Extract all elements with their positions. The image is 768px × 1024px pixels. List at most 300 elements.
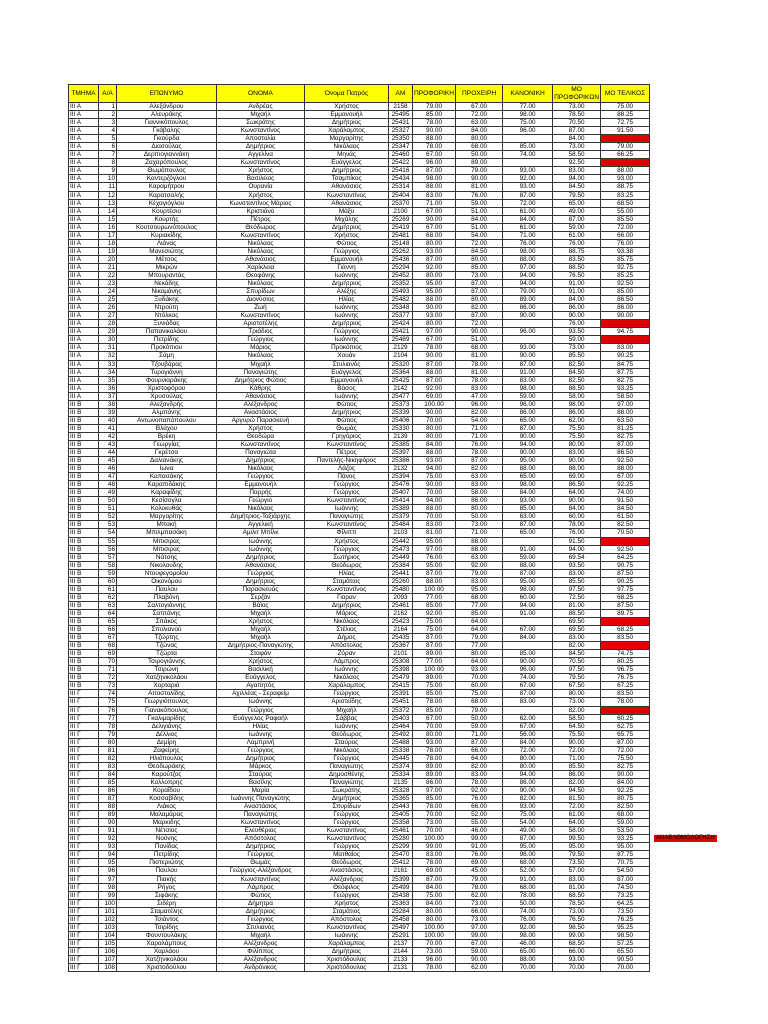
cell-mo-telikos: 34.75 <box>601 618 650 626</box>
cell-proforiki: 73.00 <box>413 819 456 827</box>
cell-proxeiri: 77.00 <box>456 642 503 650</box>
header-proxeiri: ΠΡΟΧΕΙΡΗ <box>456 85 503 103</box>
cell-mo-telikos: 73.50 <box>601 907 650 915</box>
cell-mo-proforikon: 83.50 <box>553 255 601 263</box>
cell-tmima: ΙΙΙ Α <box>69 263 99 271</box>
cell-eponymo: Νικομάνης <box>117 288 217 296</box>
cell-onoma: Ουρανία <box>217 183 305 191</box>
cell-eponymo: Νάτσης <box>117 553 217 561</box>
cell-proforiki: 87.00 <box>413 569 456 577</box>
cell-kanoniki: 84.00 <box>503 738 553 746</box>
cell-proforiki: 78.00 <box>413 859 456 867</box>
cell-am: 25370 <box>389 199 413 207</box>
cell-proxeiri: 67.00 <box>456 103 503 111</box>
cell-mo-telikos: 67.00 <box>601 473 650 481</box>
cell-aa: 55 <box>99 537 117 545</box>
cell-kanoniki: 83.00 <box>503 376 553 384</box>
cell-mo-proforikon: 90.00 <box>553 738 601 746</box>
cell-aa: 88 <box>99 803 117 811</box>
cell-eponymo: Καρατσαλής <box>117 191 217 199</box>
header-mo-proforikon: ΜΟ ΠΡΟΦΟΡΙΚΩΝ <box>554 86 600 101</box>
cell-am: 25493 <box>389 288 413 296</box>
cell-aa: 17 <box>99 231 117 239</box>
cell-aa: 73 <box>99 682 117 690</box>
cell-aa: 44 <box>99 449 117 457</box>
table-row <box>69 111 650 119</box>
cell-proforiki: 93.00 <box>413 738 456 746</box>
cell-aa: 1 <box>99 103 117 111</box>
cell-mo-telikos: 96.75 <box>601 666 650 674</box>
cell-proxeiri: 79.00 <box>456 167 503 175</box>
cell-tmima: ΙΙΙ Β <box>69 481 99 489</box>
cell-proxeiri: 82.00 <box>456 408 503 416</box>
cell-mo-telikos: 65.75 <box>601 730 650 738</box>
cell-kanoniki: 74.00 <box>503 151 553 159</box>
table-row <box>69 899 650 907</box>
cell-am: 25423 <box>389 618 413 626</box>
cell-eponymo: Ηλιόπουλος <box>117 754 217 762</box>
cell-patronymo: Θεόδωρος <box>305 859 389 867</box>
cell-am: 25458 <box>389 915 413 923</box>
cell-mo-proforikon: 93.50 <box>553 561 601 569</box>
cell-proforiki: 89.00 <box>413 770 456 778</box>
cell-onoma: Βάϊος <box>217 601 305 609</box>
cell-proxeiri: 63.00 <box>456 473 503 481</box>
cell-patronymo: Χαράλαμπος <box>305 127 389 135</box>
cell-tmima: ΙΙΙ Α <box>69 127 99 135</box>
cell-eponymo: Δελιγιάνης <box>117 722 217 730</box>
cell-proforiki: 80.00 <box>413 432 456 440</box>
cell-onoma: Γεώργιος <box>217 915 305 923</box>
cell-mo-proforikon: 86.00 <box>553 770 601 778</box>
cell-patronymo: Μιχάλης <box>305 215 389 223</box>
cell-am: 25479 <box>389 674 413 682</box>
cell-mo-telikos: 92.25 <box>601 786 650 794</box>
cell-mo-telikos: 82.75 <box>601 376 650 384</box>
cell-patronymo: Δημήτριος <box>305 601 389 609</box>
cell-tmima: ΙΙΙ Γ <box>69 891 99 899</box>
cell-eponymo: Μπακή <box>117 521 217 529</box>
cell-proxeiri: 66.00 <box>456 907 503 915</box>
cell-proforiki: 100.00 <box>413 666 456 674</box>
cell-proxeiri: 59.00 <box>456 722 503 730</box>
cell-onoma: Μιχαήλ <box>217 609 305 617</box>
cell-patronymo: Δημήτριος <box>305 280 389 288</box>
cell-aa: 33 <box>99 360 117 368</box>
cell-eponymo: Παπανικολάου <box>117 328 217 336</box>
cell-onoma: Κριστιάνο <box>217 207 305 215</box>
cell-proforiki: 92.00 <box>413 384 456 392</box>
cell-tmima: ΙΙΙ Β <box>69 634 99 642</box>
cell-am: 25470 <box>389 851 413 859</box>
cell-am: 25314 <box>389 183 413 191</box>
cell-eponymo: Σάμη <box>117 352 217 360</box>
cell-eponymo: Καραφίδης <box>117 489 217 497</box>
cell-mo-telikos: 83.50 <box>601 634 650 642</box>
cell-proxeiri: 79.00 <box>456 706 503 714</box>
cell-tmima: ΙΙΙ Α <box>69 167 99 175</box>
cell-eponymo: Πιστεριώτης <box>117 859 217 867</box>
cell-proforiki: 80.00 <box>413 239 456 247</box>
cell-patronymo: Δημήτριος <box>305 223 389 231</box>
cell-onoma: Σταύρος <box>217 770 305 778</box>
cell-proxeiri: 71.00 <box>456 432 503 440</box>
cell-proforiki: 88.00 <box>413 368 456 376</box>
cell-mo-proforikon: 85.50 <box>553 762 601 770</box>
table-row <box>69 537 650 545</box>
cell-patronymo: Αθανάσιος <box>305 183 389 191</box>
cell-proforiki: 83.00 <box>413 851 456 859</box>
cell-aa: 53 <box>99 521 117 529</box>
table-row <box>69 328 650 336</box>
cell-mo-telikos: 63.50 <box>601 416 650 424</box>
cell-proxeiri: 76.00 <box>456 191 503 199</box>
cell-eponymo: Νούνης <box>117 835 217 843</box>
cell-am: 25461 <box>389 827 413 835</box>
cell-mo-proforikon: 78.00 <box>553 521 601 529</box>
cell-proxeiri: 87.00 <box>456 288 503 296</box>
cell-onoma: Νικόλαος <box>217 465 305 473</box>
cell-patronymo: Δημήτριος <box>305 947 389 955</box>
cell-mo-proforikon: 73.00 <box>553 103 601 111</box>
cell-aa: 6 <box>99 143 117 151</box>
header-patronymo: Όνομα Πατρός <box>305 85 389 103</box>
cell-kanoniki: 95.00 <box>503 577 553 585</box>
cell-aa: 24 <box>99 288 117 296</box>
cell-proforiki: 68.00 <box>413 231 456 239</box>
cell-proxeiri: 66.00 <box>456 803 503 811</box>
cell-aa: 22 <box>99 271 117 279</box>
cell-aa: 98 <box>99 883 117 891</box>
cell-kanoniki: 93.00 <box>503 344 553 352</box>
cell-kanoniki: 80.00 <box>503 762 553 770</box>
cell-eponymo: Σαπτάνης <box>117 609 217 617</box>
cell-onoma: Σερζάν <box>217 593 305 601</box>
cell-kanoniki: 90.00 <box>503 786 553 794</box>
cell-am: 25403 <box>389 714 413 722</box>
cell-proxeiri: 50.00 <box>456 714 503 722</box>
cell-tmima: ΙΙΙ Γ <box>69 730 99 738</box>
cell-proxeiri: 78.00 <box>456 376 503 384</box>
cell-mo-proforikon: 88.50 <box>553 384 601 392</box>
cell-proxeiri: 79.00 <box>456 569 503 577</box>
table-row <box>69 907 650 915</box>
cell-tmima: ΙΙΙ Α <box>69 119 99 127</box>
cell-aa: 42 <box>99 432 117 440</box>
cell-kanoniki: 67.00 <box>503 682 553 690</box>
cell-proforiki: 75.00 <box>413 618 456 626</box>
cell-onoma: Ανδρέας <box>217 103 305 111</box>
cell-onoma: Βασιλική <box>217 666 305 674</box>
cell-eponymo: Δέλλιος <box>117 730 217 738</box>
cell-proxeiri: 67.00 <box>456 939 503 947</box>
cell-kanoniki: 84.00 <box>503 215 553 223</box>
cell-mo-proforikon: 59.00 <box>553 336 601 344</box>
cell-mo-telikos: 82.75 <box>601 432 650 440</box>
cell-tmima: ΙΙΙ Β <box>69 529 99 537</box>
cell-aa: 48 <box>99 481 117 489</box>
table-row <box>69 553 650 561</box>
cell-proxeiri: 83.00 <box>456 577 503 585</box>
cell-kanoniki: 86.00 <box>503 304 553 312</box>
cell-kanoniki: 87.00 <box>503 521 553 529</box>
cell-patronymo: Νικόλαος <box>305 674 389 682</box>
cell-kanoniki: 86.00 <box>503 778 553 786</box>
cell-mo-telikos: 76.25 <box>601 915 650 923</box>
cell-kanoniki: 88.00 <box>503 955 553 963</box>
cell-tmima: ΙΙΙ Γ <box>69 795 99 803</box>
cell-eponymo: Σταματέλης <box>117 907 217 915</box>
cell-onoma: Αλέξανδρος <box>217 939 305 947</box>
cell-proxeiri: 83.00 <box>456 770 503 778</box>
cell-patronymo: Χρήστος <box>305 231 389 239</box>
cell-proforiki: 83.00 <box>413 521 456 529</box>
cell-mo-proforikon: 61.00 <box>553 811 601 819</box>
cell-mo-telikos: 85.75 <box>601 255 650 263</box>
cell-tmima: ΙΙΙ Β <box>69 408 99 416</box>
cell-aa: 36 <box>99 384 117 392</box>
cell-patronymo: Χουάν <box>305 352 389 360</box>
cell-kanoniki: 87.00 <box>503 360 553 368</box>
cell-tmima: ΙΙΙ Β <box>69 682 99 690</box>
cell-proxeiri: 80.00 <box>456 255 503 263</box>
cell-proforiki: 70.00 <box>413 489 456 497</box>
cell-am: 25308 <box>389 658 413 666</box>
cell-aa: 16 <box>99 223 117 231</box>
cell-mo-telikos: 88.00 <box>601 408 650 416</box>
cell-proxeiri: 59.00 <box>456 199 503 207</box>
cell-am: 2101 <box>389 650 413 658</box>
cell-patronymo: Χαράλαμπος <box>305 939 389 947</box>
cell-am: 2131 <box>389 964 413 972</box>
cell-tmima: ΙΙΙ Β <box>69 545 99 553</box>
cell-patronymo: Γεώργιος <box>305 891 389 899</box>
cell-mo-proforikon: 69.50 <box>553 626 601 634</box>
cell-eponymo: Καπασάκης <box>117 473 217 481</box>
cell-am: 25148 <box>389 239 413 247</box>
cell-proforiki: 78.00 <box>413 964 456 972</box>
cell-am: 2162 <box>389 609 413 617</box>
cell-aa: 91 <box>99 827 117 835</box>
cell-tmima: ΙΙΙ Α <box>69 231 99 239</box>
cell-proxeiri: 85.00 <box>456 609 503 617</box>
table-row <box>69 127 650 135</box>
cell-kanoniki: 50.00 <box>503 899 553 907</box>
cell-eponymo: Μαλαμάρας <box>117 811 217 819</box>
cell-proxeiri: 78.00 <box>456 449 503 457</box>
table-row <box>69 569 650 577</box>
cell-mo-telikos: 53.50 <box>601 827 650 835</box>
table-row <box>69 529 650 537</box>
cell-aa: 65 <box>99 618 117 626</box>
cell-tmima: ΙΙΙ Γ <box>69 714 99 722</box>
table-row <box>69 360 650 368</box>
cell-kanoniki: 90.00 <box>503 352 553 360</box>
cell-am: 25477 <box>389 392 413 400</box>
cell-kanoniki: 88.00 <box>503 465 553 473</box>
cell-proxeiri: 82.00 <box>456 762 503 770</box>
cell-aa: 46 <box>99 465 117 473</box>
table-row <box>69 947 650 955</box>
cell-proforiki: 89.00 <box>413 762 456 770</box>
cell-mo-telikos: 88.00 <box>601 167 650 175</box>
cell-patronymo: Μαργαρίτης <box>305 135 389 143</box>
cell-eponymo: Παυλου <box>117 867 217 875</box>
cell-eponymo: Καραμήτρου <box>117 183 217 191</box>
cell-proforiki: 87.00 <box>413 167 456 175</box>
cell-mo-proforikon: 69.50 <box>553 618 601 626</box>
cell-aa: 103 <box>99 923 117 931</box>
cell-tmima: ΙΙΙ Α <box>69 175 99 183</box>
cell-mo-proforikon: 94.00 <box>553 545 601 553</box>
cell-proforiki: 94.00 <box>413 465 456 473</box>
cell-patronymo: Θεόδωρος <box>305 561 389 569</box>
cell-am: 25358 <box>389 819 413 827</box>
table-row <box>69 754 650 762</box>
cell-kanoniki: 77.00 <box>503 103 553 111</box>
cell-kanoniki: 94.00 <box>503 271 553 279</box>
cell-aa: 50 <box>99 497 117 505</box>
cell-aa: 59 <box>99 569 117 577</box>
cell-tmima: ΙΙΙ Α <box>69 360 99 368</box>
header-proforiki: ΠΡΟΦΟΡΙΚΗ <box>413 85 456 103</box>
cell-proxeiri: 76.00 <box>456 795 503 803</box>
cell-aa: 101 <box>99 907 117 915</box>
cell-onoma: Δημήτριος <box>217 907 305 915</box>
cell-proforiki: 99.00 <box>413 843 456 851</box>
cell-onoma: Γεώργιος <box>217 569 305 577</box>
table-row <box>69 135 650 143</box>
cell-proforiki: 76.00 <box>413 553 456 561</box>
cell-mo-proforikon: 90.00 <box>553 457 601 465</box>
cell-proforiki: 69.00 <box>413 867 456 875</box>
cell-mo-proforikon: 65.00 <box>553 199 601 207</box>
cell-mo-telikos: 64.25 <box>601 899 650 907</box>
cell-am: 25495 <box>389 111 413 119</box>
cell-eponymo: Τζώρτης <box>117 634 217 642</box>
table-row <box>69 762 650 770</box>
cell-proxeiri: 54.00 <box>456 416 503 424</box>
cell-am: 2144 <box>389 947 413 955</box>
cell-mo-telikos: 58.50 <box>601 392 650 400</box>
cell-kanoniki: 56.00 <box>503 730 553 738</box>
header-kanoniki: ΚΑΝΟΝΙΚΗ <box>503 85 553 103</box>
cell-mo-proforikon: 70.00 <box>553 964 601 972</box>
cell-onoma: Αναστάσιος <box>217 408 305 416</box>
cell-kanoniki: 85.00 <box>503 650 553 658</box>
cell-mo-telikos: 95.25 <box>601 923 650 931</box>
cell-kanoniki <box>503 159 553 167</box>
table-row <box>69 207 650 215</box>
cell-aa: 14 <box>99 207 117 215</box>
table-row <box>69 239 650 247</box>
cell-am: 25422 <box>389 159 413 167</box>
cell-mo-proforikon: 73.50 <box>553 859 601 867</box>
cell-tmima: ΙΙΙ Β <box>69 577 99 585</box>
cell-am: 25452 <box>389 271 413 279</box>
cell-proxeiri: 78.00 <box>456 778 503 786</box>
cell-kanoniki: 93.00 <box>503 803 553 811</box>
table-row <box>69 795 650 803</box>
cell-mo-telikos: 76.75 <box>601 674 650 682</box>
cell-am: 25438 <box>389 891 413 899</box>
cell-eponymo: Αλεξάνδρου <box>117 103 217 111</box>
cell-eponymo: Τσιρογιάννης <box>117 658 217 666</box>
cell-eponymo: Δερπιογιαννάκη <box>117 151 217 159</box>
table-row <box>69 231 650 239</box>
table-row <box>69 352 650 360</box>
table-row <box>69 159 650 167</box>
cell-proxeiri: 60.00 <box>456 682 503 690</box>
cell-mo-telikos: 70.75 <box>601 859 650 867</box>
cell-onoma: Γεώργιος <box>217 706 305 714</box>
cell-mo-proforikon: 58.00 <box>553 392 601 400</box>
cell-onoma: Κάθρης <box>217 384 305 392</box>
cell-mo-telikos: 97.75 <box>601 585 650 593</box>
cell-proxeiri: 99.00 <box>456 931 503 939</box>
cell-onoma: Αγγελίνα <box>217 151 305 159</box>
cell-eponymo: Χατζηνικολάου <box>117 674 217 682</box>
cell-proforiki: 100.00 <box>413 923 456 931</box>
cell-tmima: ΙΙΙ Γ <box>69 722 99 730</box>
header-onoma: ΟΝΟΜΑ <box>217 85 305 103</box>
cell-am: 25262 <box>389 247 413 255</box>
cell-eponymo: Πανίδας <box>117 843 217 851</box>
cell-mo-proforikon: 76.00 <box>553 239 601 247</box>
cell-patronymo: Εμμανουήλ <box>305 376 389 384</box>
header-tmima: ΤΜΗΜΑ <box>69 85 99 103</box>
cell-am: 25386 <box>389 457 413 465</box>
cell-mo-telikos: 75.50 <box>601 754 650 762</box>
cell-proxeiri: 64.00 <box>456 618 503 626</box>
cell-am: 25435 <box>389 634 413 642</box>
table-row <box>69 835 650 843</box>
cell-aa: 81 <box>99 746 117 754</box>
cell-proxeiri: 54.00 <box>456 231 503 239</box>
cell-mo-proforikon: 94.50 <box>553 786 601 794</box>
cell-kanoniki: 96.00 <box>503 328 553 336</box>
cell-onoma: Αριστοτέλης <box>217 320 305 328</box>
cell-eponymo: Αλμπάνης <box>117 408 217 416</box>
cell-patronymo: Σταμάτιος <box>305 577 389 585</box>
cell-onoma: Νικόλαος <box>217 352 305 360</box>
cell-mo-proforikon: 67.50 <box>553 682 601 690</box>
cell-onoma: Ηλίας <box>217 722 305 730</box>
cell-mo-telikos: 85.25 <box>601 271 650 279</box>
cell-tmima: ΙΙΙ Γ <box>69 883 99 891</box>
cell-kanoniki: 76.00 <box>503 915 553 923</box>
cell-onoma: Τριάδιος <box>217 328 305 336</box>
cell-aa: 56 <box>99 545 117 553</box>
table-row <box>69 449 650 457</box>
cell-eponymo: Κοραΐδου <box>117 786 217 794</box>
table-row <box>69 263 650 271</box>
cell-mo-telikos: 93.38 <box>601 247 650 255</box>
cell-patronymo: Χαράλαμπος <box>305 682 389 690</box>
cell-onoma: Θεοδώρα <box>217 432 305 440</box>
cell-tmima: ΙΙΙ Β <box>69 553 99 561</box>
cell-am: 2135 <box>389 778 413 786</box>
cell-mo-telikos: 72.75 <box>601 119 650 127</box>
cell-kanoniki: 74.00 <box>503 907 553 915</box>
cell-proforiki: 90.00 <box>413 127 456 135</box>
cell-proxeiri: 70.00 <box>456 674 503 682</box>
cell-mo-telikos: 88.75 <box>601 183 650 191</box>
cell-onoma: Γεώργιος <box>217 851 305 859</box>
cell-onoma: Αγαπητός <box>217 682 305 690</box>
cell-patronymo: Χριστόδουλος <box>305 955 389 963</box>
cell-kanoniki: 78.00 <box>503 891 553 899</box>
